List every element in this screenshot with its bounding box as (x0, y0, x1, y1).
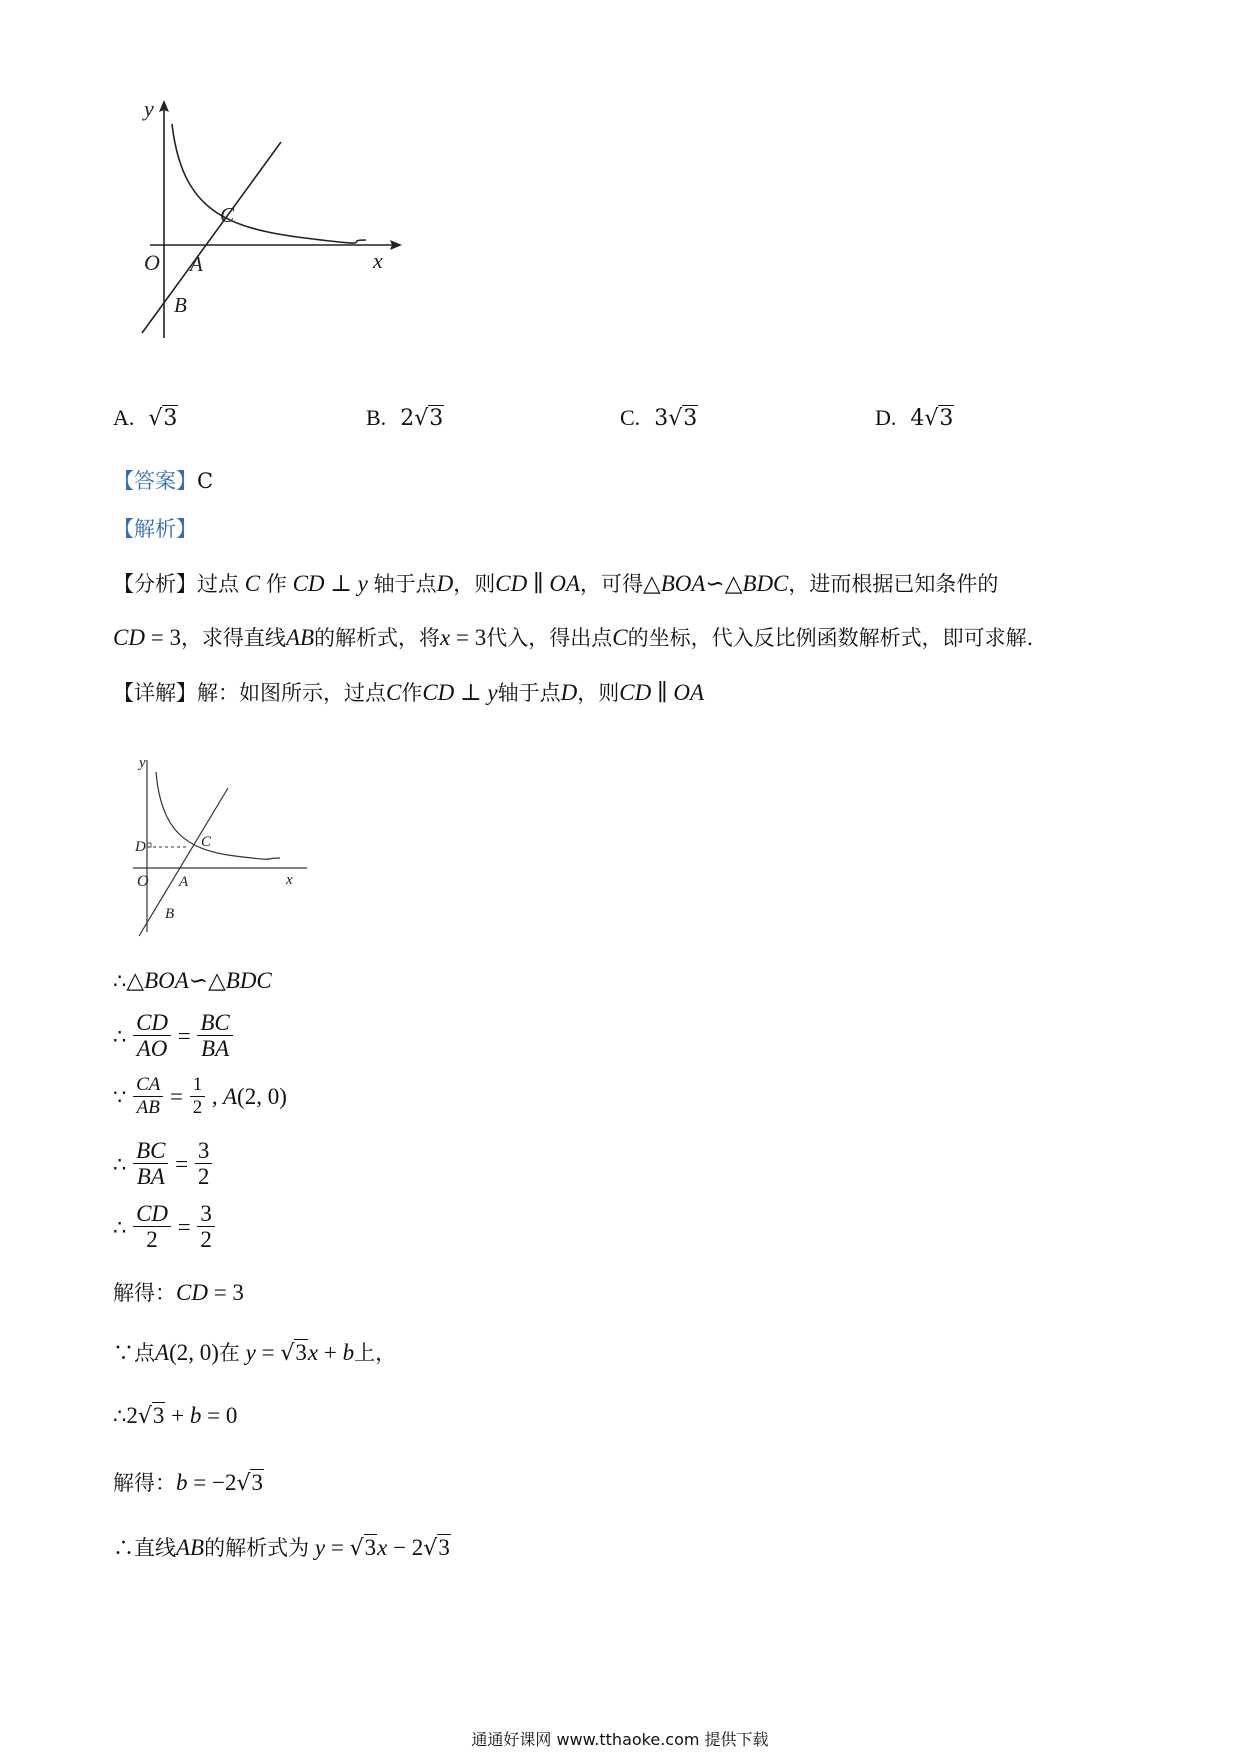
step-b: 解得：b = −2√3 (113, 1470, 263, 1496)
point-a-label: A (190, 252, 203, 276)
step-cd: 解得：CD = 3 (113, 1280, 244, 1305)
fig2-origin-label: O (137, 873, 149, 890)
fig2-point-c-label: C (201, 834, 212, 850)
footer-text: 通通好课网 www.tthaoke.com 提供下载 (471, 1730, 769, 1749)
jiexi-line (113, 513, 197, 543)
step-equation: ∴2√3 + b = 0 (113, 1403, 238, 1429)
fig2-x-label: x (286, 872, 293, 888)
answer-line (113, 465, 213, 495)
fig2-point-d-label: D (135, 839, 146, 855)
step-similar: ∴△BOA∽△BDC (113, 968, 272, 993)
fig2-point-b-label: B (165, 906, 175, 922)
analysis-line-2: CD = 3，求得直线AB的解析式，将x = 3代入，得出点C的坐标，代入反比例函数解析式，即可求解. (113, 625, 1034, 650)
step-ratio-1: ∴ $\frac{CD}{AO}$ = $\frac{BC}{BA}$ (113, 1010, 233, 1063)
option-d: D. 4√3 (875, 405, 954, 431)
analysis-line-1: 【分析】过点 C 作 CD ⊥ y 轴于点D，则CD ∥ OA，可得△BOA∽△BDC，进而根据已知条件的 (113, 571, 999, 596)
detail-line: 【详解】解：如图所示，过点C作CD ⊥ y轴于点D，则CD ∥ OA (113, 680, 704, 705)
figure-with-point-d (125, 752, 315, 942)
point-c-label: C (220, 203, 235, 227)
figure-hyperbola-line (130, 96, 410, 385)
x-axis-label: x (373, 248, 383, 273)
jiexi-tag: 【解析】 (113, 517, 197, 541)
fig2-y-label: y (139, 755, 146, 771)
step-ratio-3: ∴ $\frac{CD}{2}$ = $\frac{3}{2}$ (113, 1201, 215, 1254)
step-point-on-line: ∵点A(2, 0)在 y = √3x + b上， (113, 1340, 397, 1366)
option-c: C. 3√3 (620, 405, 698, 431)
answer-tag: 【答案】 (113, 469, 197, 493)
option-b: B. 2√3 (366, 405, 444, 431)
step-ratio-2: ∴ $\frac{BC}{BA}$ = $\frac{3}{2}$ (113, 1138, 212, 1191)
option-a: A. √3 (113, 405, 178, 431)
fig2-point-a-label: A (179, 874, 189, 890)
y-axis-label: y (144, 96, 154, 121)
origin-label: O (144, 250, 160, 275)
answer-value: C (197, 469, 214, 493)
point-b-label: B (174, 293, 187, 317)
step-given: ∵ $\frac{CA}{AB}$ = $\frac{1}{2}$ , A(2, 0) (113, 1074, 287, 1118)
step-line-ab: ∴直线AB的解析式为 y = √3x − 2√3 (113, 1535, 450, 1561)
